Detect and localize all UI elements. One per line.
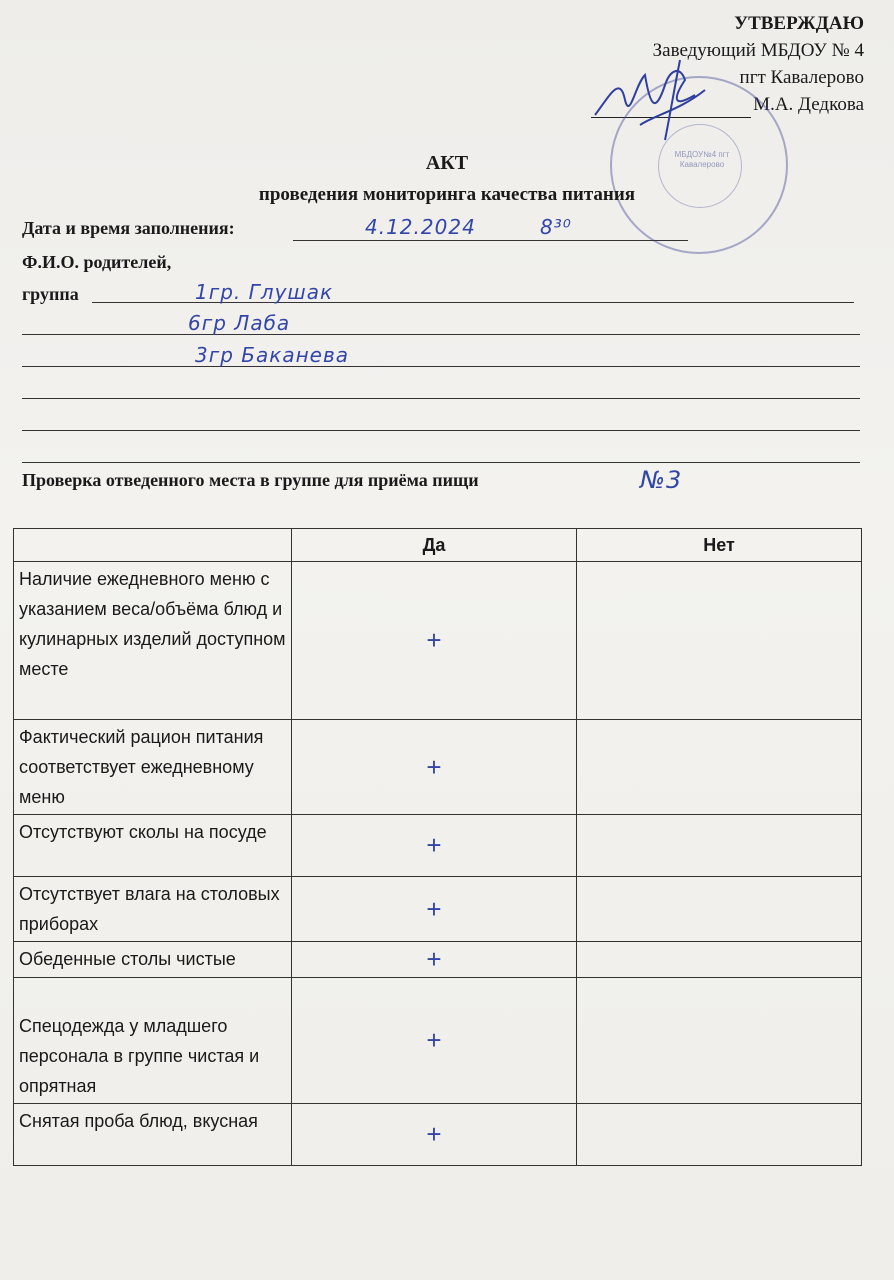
row-yes-mark: + — [292, 877, 577, 942]
group-label: группа — [22, 284, 79, 304]
row-no-mark — [577, 978, 862, 1104]
group-entry-2: 6гр Лаба — [188, 311, 291, 335]
table-row — [14, 815, 862, 877]
row-criterion: Фактический рацион питания соответствует ежедневному меню — [14, 720, 292, 815]
table-row — [14, 942, 862, 978]
row-criterion: Спецодежда у младшего персонала в группе чистая и опрятная — [14, 978, 292, 1104]
table-header-row — [14, 529, 862, 562]
header-no: Нет — [577, 529, 862, 562]
row-no-mark — [577, 815, 862, 877]
table-row — [14, 720, 862, 815]
datetime-label: Дата и время заполнения: — [22, 218, 235, 238]
approval-place: пгт Кавалерово — [739, 67, 864, 88]
row-criterion: Отсутствует влага на столовых приборах — [14, 877, 292, 942]
approval-name: М.А. Дедкова — [753, 94, 864, 115]
group-entry-1: 1гр. Глушак — [195, 280, 334, 304]
table-row — [14, 978, 862, 1104]
blank-line-4 — [22, 398, 860, 399]
datetime-line — [293, 240, 688, 241]
row-no-mark — [577, 1104, 862, 1166]
document-subtitle: проведения мониторинга качества питания — [258, 184, 636, 205]
row-no-mark — [577, 562, 862, 720]
approval-position: Заведующий МБДОУ № 4 — [652, 40, 864, 61]
table-row — [14, 1104, 862, 1166]
section-heading: Проверка отведенного места в группе для приёма пищи — [22, 470, 479, 490]
row-yes-mark: + — [292, 720, 577, 815]
group-entry-3: 3гр Баканева — [195, 343, 350, 367]
row-no-mark — [577, 877, 862, 942]
group-line-3 — [22, 366, 860, 367]
datetime-value: 4.12.2024 — [365, 215, 476, 239]
document-title: АКТ — [425, 152, 469, 174]
header-criterion — [14, 529, 292, 562]
row-yes-mark: + — [292, 562, 577, 720]
row-yes-mark: + — [292, 978, 577, 1104]
blank-line-5 — [22, 430, 860, 431]
group-line-2 — [22, 334, 860, 335]
approval-title: УТВЕРЖДАЮ — [734, 13, 864, 34]
blank-line-6 — [22, 462, 860, 463]
header-yes: Да — [292, 529, 577, 562]
row-criterion: Обеденные столы чистые — [14, 942, 292, 978]
time-value: 8³⁰ — [540, 215, 572, 239]
row-yes-mark: + — [292, 1104, 577, 1166]
row-criterion: Снятая проба блюд, вкусная — [14, 1104, 292, 1166]
row-no-mark — [577, 720, 862, 815]
section-number: №3 — [640, 466, 683, 494]
row-yes-mark: + — [292, 942, 577, 978]
table-row — [14, 562, 862, 720]
row-criterion: Наличие ежедневного меню с указанием веса/объёма блюд и кулинарных изделий доступном месте — [14, 562, 292, 720]
row-yes-mark: + — [292, 815, 577, 877]
seal-center-text: МБДОУ№4 пгт Кавалерово — [674, 150, 730, 169]
checklist-table — [13, 528, 862, 1166]
row-no-mark — [577, 942, 862, 978]
handwritten-signature — [585, 55, 725, 145]
row-criterion: Отсутствуют сколы на посуде — [14, 815, 292, 877]
parents-label: Ф.И.О. родителей, — [22, 252, 172, 272]
table-row — [14, 877, 862, 942]
